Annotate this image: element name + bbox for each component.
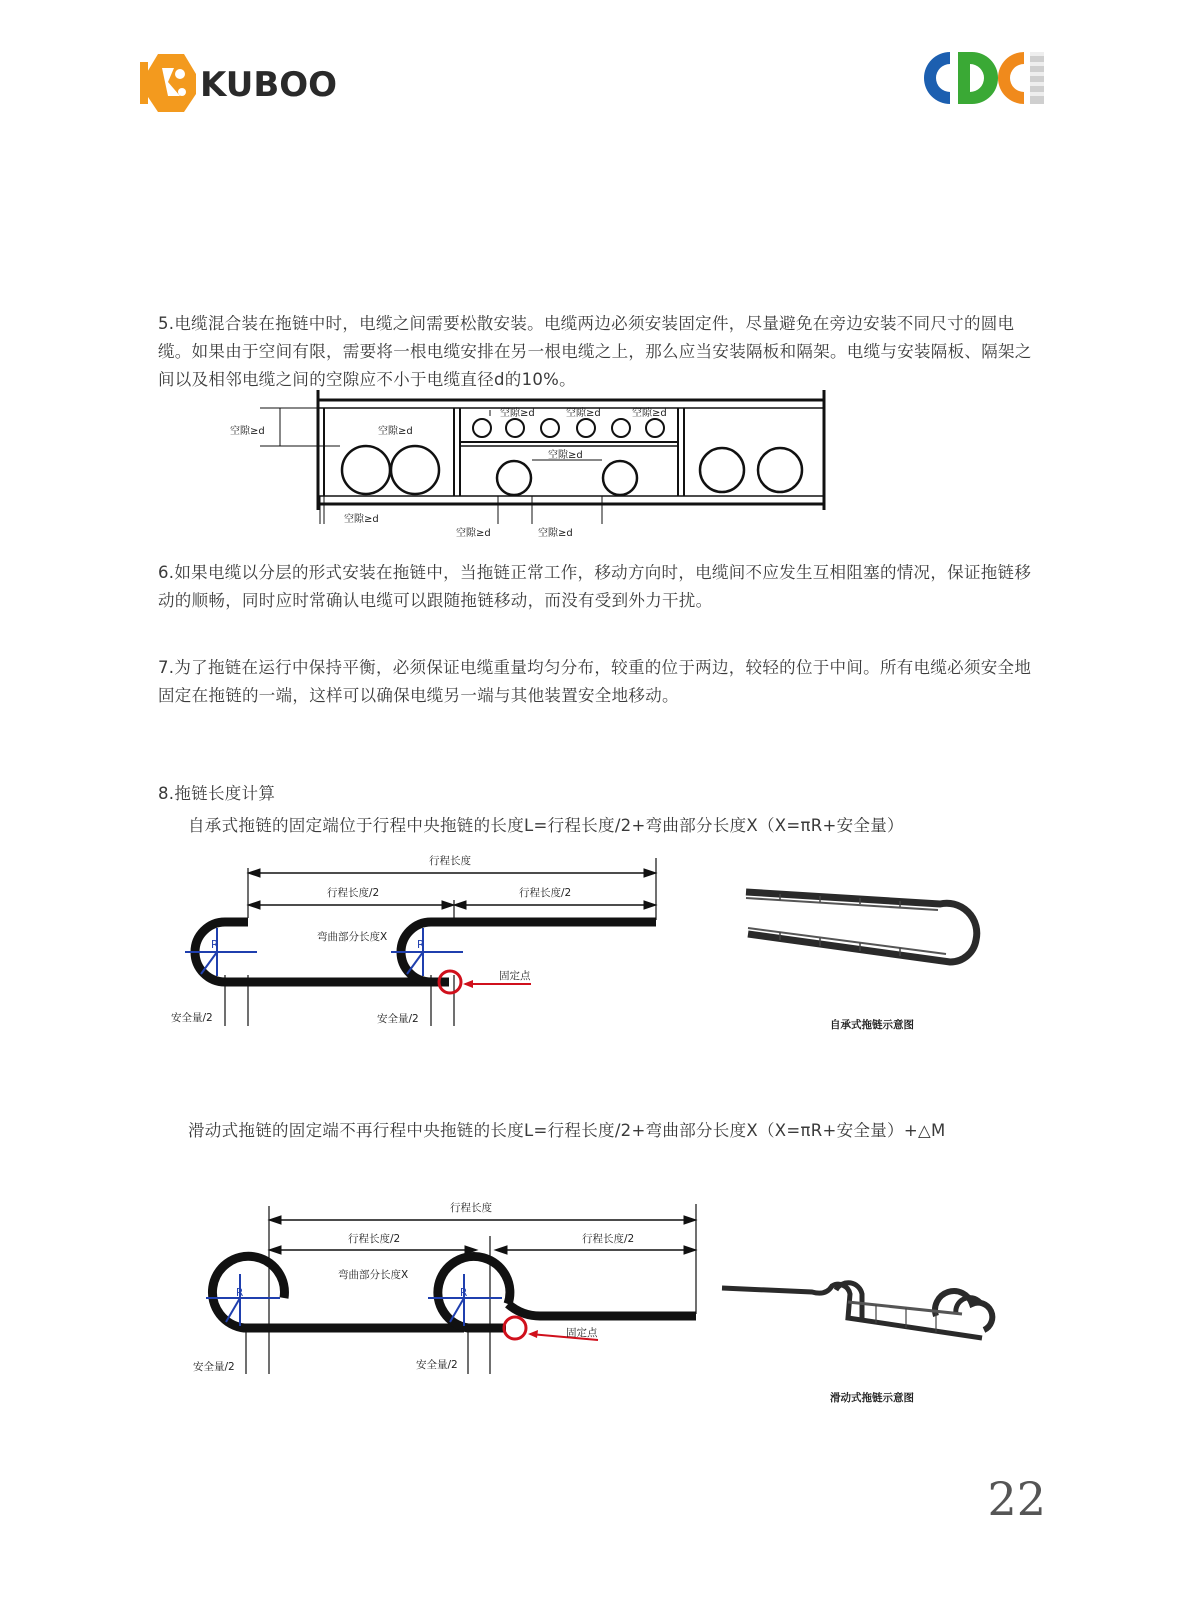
half-stroke-label: 行程长度/2 <box>519 887 572 899</box>
radius-label: R <box>211 939 219 951</box>
radius-label: R <box>417 939 425 951</box>
half-stroke-label: 行程长度/2 <box>327 887 380 899</box>
sliding-chain-diagram <box>188 1196 708 1382</box>
stroke-length-label: 行程长度 <box>450 1202 492 1214</box>
safety-half-label: 安全量/2 <box>193 1361 235 1373</box>
page-number: 22 <box>987 1472 1046 1526</box>
radius-label: R <box>460 1287 468 1299</box>
gap-label: 空隙≥d <box>230 426 265 437</box>
half-stroke-label: 行程长度/2 <box>348 1233 401 1245</box>
sliding-chain-photo <box>716 1268 996 1348</box>
safety-half-label: 安全量/2 <box>416 1359 458 1371</box>
cdc-logo <box>912 48 1048 108</box>
gap-label: 空隙≥d <box>378 426 413 437</box>
section-8-line-1: 自承式拖链的固定端位于行程中央拖链的长度L=行程长度/2+弯曲部分长度X（X=πR+安全量） <box>188 816 904 835</box>
gap-label: 空隙≥d <box>632 408 667 419</box>
gap-label: 空隙≥d <box>538 528 573 539</box>
gap-label: 空隙≥d <box>500 408 535 419</box>
gap-label: 空隙≥d <box>344 514 379 525</box>
section-7-text: 7.为了拖链在运行中保持平衡，必须保证电缆重量均匀分布，较重的位于两边，较轻的位于中间。所有电缆必须安全地固定在拖链的一端，这样可以确保电缆另一端与其他装置安全地移动。 <box>158 658 1032 705</box>
fixed-point-label: 固定点 <box>499 970 531 982</box>
section-8-title: 8.拖链长度计算 <box>158 784 276 803</box>
kuboo-logo <box>140 52 355 114</box>
section-6-text: 6.如果电缆以分层的形式安装在拖链中，当拖链正常工作，移动方向时，电缆间不应发生互相阻塞的情况，保证拖链移动的顺畅，同时应时常确认电缆可以跟随拖链移动，而没有受到外力干扰。 <box>158 563 1032 610</box>
kuboo-logo-mark <box>140 52 355 114</box>
gap-label: 空隙≥d <box>548 450 583 461</box>
stroke-length-label: 行程长度 <box>429 855 471 867</box>
radius-label: R <box>236 1287 244 1299</box>
safety-half-label: 安全量/2 <box>171 1012 213 1024</box>
photo-caption-self-supporting: 自承式拖链示意图 <box>830 1019 914 1031</box>
self-supporting-chain-photo <box>740 882 1000 992</box>
gap-label: 空隙≥d <box>456 528 491 539</box>
section-5-text: 5.电缆混合装在拖链中时，电缆之间需要松散安装。电缆两边必须安装固定件，尽量避免在旁边安装不同尺寸的圆电缆。如果由于空间有限，需要将一根电缆安排在另一根电缆之上，那么应当安装隔板和隔架。电缆与安装隔板、隔架之间以及相邻电缆之间的空隙应不小于电缆直径d的10%。 <box>158 314 1032 389</box>
bend-length-label: 弯曲部分长度X <box>317 931 388 943</box>
cable-layout-diagram <box>220 386 840 542</box>
gap-label: 空隙≥d <box>566 408 601 419</box>
self-supporting-chain-diagram <box>165 850 665 1030</box>
section-8-line-2: 滑动式拖链的固定端不再行程中央拖链的长度L=行程长度/2+弯曲部分长度X（X=πR+安全量）+△M <box>188 1121 946 1140</box>
bend-length-label: 弯曲部分长度X <box>338 1269 409 1281</box>
photo-caption-sliding: 滑动式拖链示意图 <box>830 1392 914 1404</box>
safety-half-label: 安全量/2 <box>377 1013 419 1025</box>
half-stroke-label: 行程长度/2 <box>582 1233 635 1245</box>
kuboo-logo-text: KUBOO <box>200 65 338 105</box>
fixed-point-label: 固定点 <box>566 1327 598 1339</box>
